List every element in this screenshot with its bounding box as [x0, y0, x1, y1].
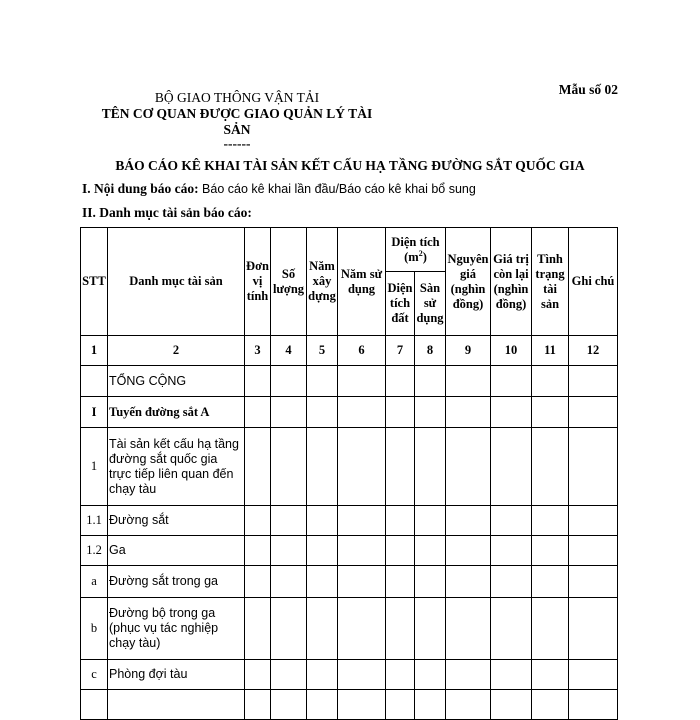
section-1-label: I. Nội dung báo cáo: — [82, 181, 199, 196]
header-floor-area: Sàn sử dụng — [415, 272, 446, 336]
report-title: BÁO CÁO KÊ KHAI TÀI SẢN KẾT CẤU HẠ TẦNG ĐƯỜNG SẮT QUỐC GIA — [115, 158, 585, 173]
column-number: 2 — [108, 336, 245, 366]
table-row — [81, 598, 618, 660]
row-stt: b — [81, 598, 108, 660]
table-row — [81, 536, 618, 566]
managing-body-name: TÊN CƠ QUAN ĐƯỢC GIAO QUẢN LÝ TÀI SẢN — [101, 106, 373, 137]
row-stt: c — [81, 660, 108, 690]
header-land-area: Diện tích đất — [386, 272, 415, 336]
section-2-label: II. Danh mục tài sản báo cáo: — [82, 205, 252, 220]
column-number: 9 — [446, 336, 491, 366]
section-1 — [82, 181, 476, 197]
table-row — [81, 397, 618, 428]
header-original-cost: Nguyên giá (nghìn đồng) — [446, 228, 491, 336]
row-name: Đường bộ trong ga (phục vụ tác nghiệp chạy tàu) — [108, 598, 245, 660]
row-stt: 1 — [81, 428, 108, 506]
row-stt: 1.2 — [81, 536, 108, 566]
row-name: Ga — [108, 536, 245, 566]
header-area-unit-sup: 2 — [418, 248, 423, 258]
column-number-row — [81, 336, 618, 366]
header-residual-value: Giá trị còn lại (nghìn đồng) — [491, 228, 532, 336]
header-note: Ghi chú — [569, 228, 618, 336]
column-number: 7 — [386, 336, 415, 366]
row-stt: 1.1 — [81, 506, 108, 536]
header-quantity: Số lượng — [271, 228, 307, 336]
header-unit: Đơn vị tính — [245, 228, 271, 336]
column-number: 1 — [81, 336, 108, 366]
row-name: Phòng đợi tàu — [108, 660, 245, 690]
header-item: Danh mục tài sản — [108, 228, 245, 336]
agency-block — [92, 90, 382, 150]
row-name — [108, 690, 245, 720]
row-stt: I — [81, 397, 108, 428]
row-name: TỔNG CỘNG — [108, 366, 245, 397]
ministry-name: BỘ GIAO THÔNG VẬN TẢI — [154, 90, 320, 105]
row-name: Đường sắt — [108, 506, 245, 536]
column-number: 4 — [271, 336, 307, 366]
row-name: Tài sản kết cấu hạ tầng đường sắt quốc gia trực tiếp liên quan đến chạy tàu — [108, 428, 245, 506]
header-year-used: Năm sử dụng — [338, 228, 386, 336]
column-number: 11 — [532, 336, 569, 366]
column-number: 12 — [569, 336, 618, 366]
header-year-built: Năm xây dựng — [307, 228, 338, 336]
header-area-close: ) — [422, 249, 427, 264]
column-number: 3 — [245, 336, 271, 366]
column-number: 6 — [338, 336, 386, 366]
row-name: Tuyến đường sắt A — [108, 397, 245, 428]
row-stt: a — [81, 566, 108, 598]
row-stt — [81, 366, 108, 397]
form-number: Mẫu số 02 — [558, 82, 618, 97]
header-stt: STT — [81, 228, 108, 336]
header-area-label: Diện tích (m — [391, 234, 440, 264]
table-row — [81, 366, 618, 397]
table-row — [81, 690, 618, 720]
column-number: 10 — [491, 336, 532, 366]
header-separator: ------ — [223, 136, 251, 151]
column-number: 8 — [415, 336, 446, 366]
column-number: 5 — [307, 336, 338, 366]
table-row — [81, 506, 618, 536]
row-name: Đường sắt trong ga — [108, 566, 245, 598]
table-row — [81, 660, 618, 690]
row-stt — [81, 690, 108, 720]
header-area-group — [386, 228, 446, 272]
asset-table — [80, 227, 618, 720]
section-1-value: Báo cáo kê khai lần đầu/Báo cáo kê khai bổ sung — [202, 182, 476, 196]
table-row — [81, 428, 618, 506]
header-status: Tình trạng tài sản — [532, 228, 569, 336]
table-row — [81, 566, 618, 598]
